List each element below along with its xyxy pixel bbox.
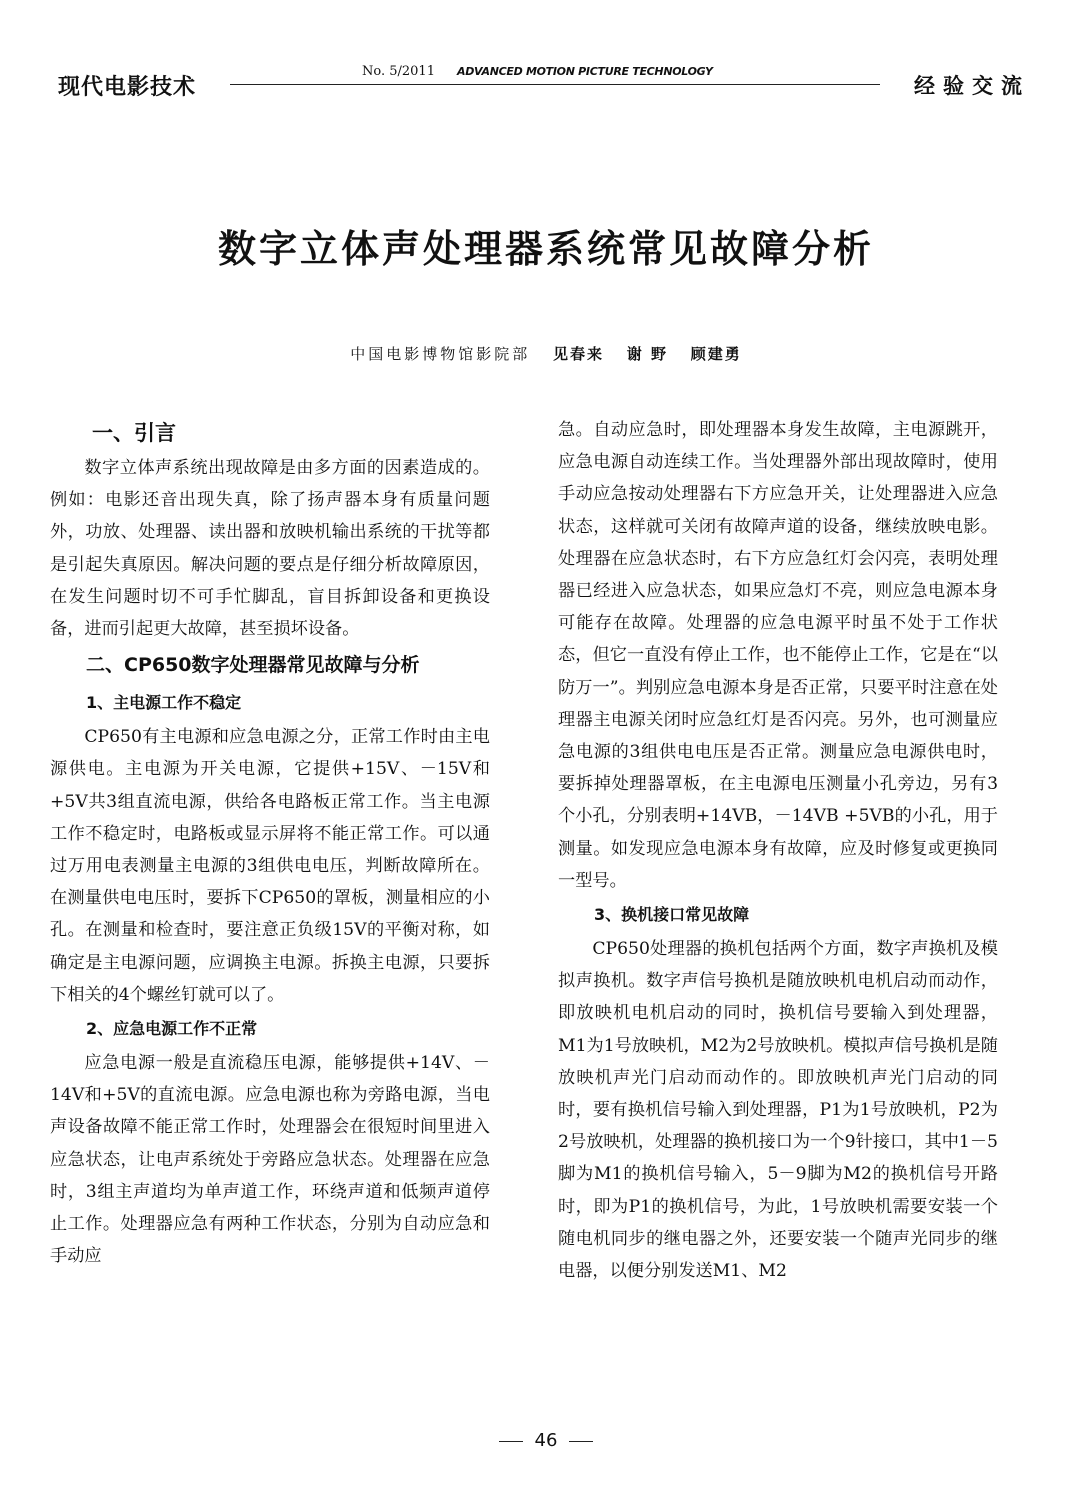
paragraph: 急。自动应急时，即处理器本身发生故障，主电源跳开，应急电源自动连续工作。当处理器外部出现故障时，使用手动应急按动处理器右下方应急开关，让处理器进入应急状态，这样就可关闭有故障声道的设备，继续放映电影。处理器在应急状态时，右下方应急红灯会闪亮，表明处理器已经进入应急状态，如果应急灯不亮，则应急电源本身可能存在故障。处理器的应急电源平时虽不处于工作状态，但它一直没有停止工作，也不能停止工作，它是在“以防万一”。判别应急电源本身是否正常，只要平时注意在处理器主电源关闭时应急红灯是否闪亮。另外，也可测量应急电源的3组供电电压是否正常。测量应急电源供电时，要拆掉处理器罩板，在主电源电压测量小孔旁边，另有3个小孔，分别表明+14VB，－14VB +5VB的小孔，用于测量。如发现应急电源本身有故障，应及时修复或更换同一型号。 <box>558 420 998 891</box>
paragraph: 应急电源一般是直流稳压电源，能够提供+14V、－14V和+5V的直流电源。应急电源也称为旁路电源，当电声设备故障不能正常工作时，处理器会在很短时间里进入应急状态，让电声系统处于旁路应急状态。处理器在应急时，3组主声道均为单声道工作，环绕声道和低频声道停止工作。处理器应急有两种工作状态，分别为自动应急和手动应 <box>50 1053 490 1267</box>
author-name: 见春来 <box>552 345 604 363</box>
section-name: 经验交流 <box>914 74 1030 98</box>
footer-dash <box>499 1441 523 1442</box>
author-name: 顾建勇 <box>690 345 742 363</box>
subsection-heading: 1、主电源工作不稳定 <box>86 693 242 713</box>
footer-dash <box>569 1441 593 1442</box>
running-header <box>58 62 1030 102</box>
paragraph: CP650有主电源和应急电源之分，正常工作时由主电源供电。主电源为开关电源，它提供+15V、－15V和+5V共3组直流电源，供给各电路板正常工作。当主电源工作不稳定时，电路板或显示屏将不能正常工作。可以通过万用电表测量主电源的3组供电电压，判断故障所在。在测量供电电压时，要拆下CP650的罩板，测量相应的小孔。在测量和检查时，要注意正负级15V的平衡对称，如确定是主电源问题，应调换主电源。拆换主电源，只要拆下相关的4个螺丝钉就可以了。 <box>50 727 490 1005</box>
journal-name: 现代电影技术 <box>58 75 197 100</box>
subsection-heading: 3、换机接口常见故障 <box>594 905 750 925</box>
page-number: 46 <box>534 1430 558 1451</box>
affiliation: 中国电影博物馆影院部 <box>350 345 531 363</box>
paragraph: 数字立体声系统出现故障是由多方面的因素造成的。例如：电影还音出现失真，除了扬声器本身有质量问题外，功放、处理器、读出器和放映机输出系统的干扰等都是引起失真原因。解决问题的要点是仔细分析故障原因，在发生问题时切不可手忙脚乱，盲目拆卸设备和更换设备，进而引起更大故障，甚至损坏设备。 <box>50 458 490 640</box>
left-column <box>50 414 490 1272</box>
header-rule <box>230 84 880 85</box>
author-name: 谢 野 <box>626 345 669 363</box>
issue-number: No. 5/2011 <box>358 64 439 79</box>
right-column <box>558 414 998 1287</box>
section-heading: 一、引言 <box>92 421 176 445</box>
paragraph: CP650处理器的换机包括两个方面，数字声换机及模拟声换机。数字声信号换机是随放映机电机启动而动作，即放映机电机启动的同时，换机信号要输入到处理器，M1为1号放映机，M2为2号放映机。模拟声信号换机是随放映机声光门启动而动作的。即放映机声光门启动的同时，要有换机信号输入到处理器，P1为1号放映机，P2为2号放映机，处理器的换机接口为一个9针接口，其中1－5脚为M1的换机信号输入，5－9脚为M2的换机信号开路时，即为P1的换机信号，为此，1号放映机需要安装一个随电机同步的继电器之外，还要安装一个随声光同步的继电器，以便分别发送M1、M2 <box>558 939 998 1282</box>
subsection-heading: 2、应急电源工作不正常 <box>86 1019 258 1039</box>
byline <box>0 343 1092 364</box>
article-title: 数字立体声处理器系统常见故障分析 <box>217 227 874 271</box>
page-footer <box>0 1430 1092 1451</box>
journal-name-english: ADVANCED MOTION PICTURE TECHNOLOGY <box>453 65 717 78</box>
section-heading: 二、CP650数字处理器常见故障与分析 <box>86 654 420 677</box>
